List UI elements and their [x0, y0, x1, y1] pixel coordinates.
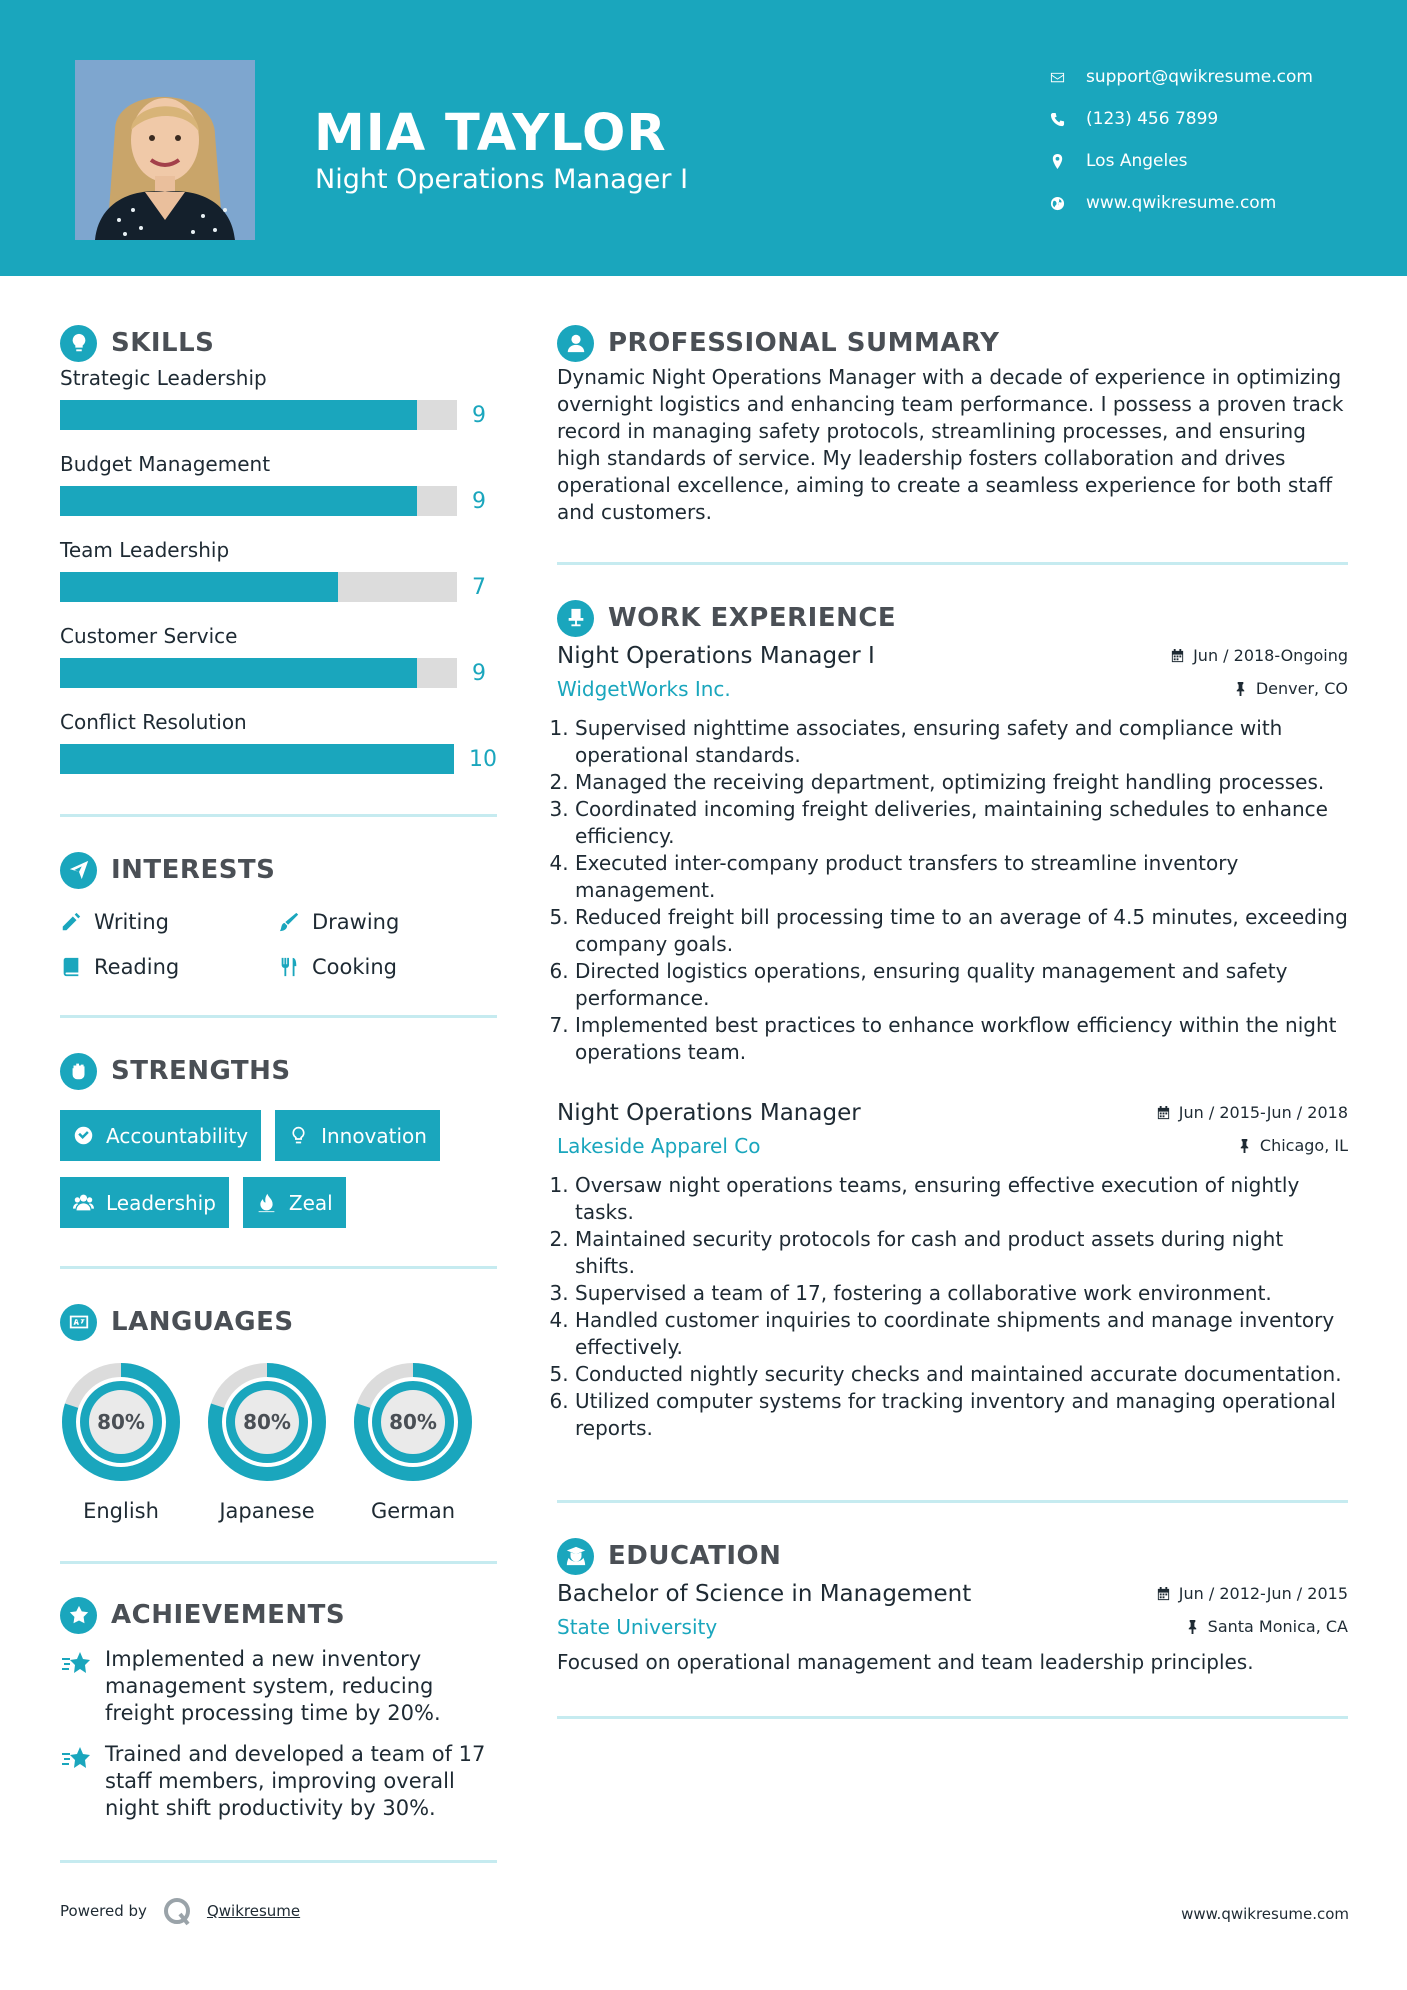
contact-website-text: www.qwikresume.com: [1086, 193, 1277, 213]
interest-item: [60, 903, 278, 940]
achievement-text: Implemented a new inventory management system, reducing freight processing time by 20%.: [105, 1647, 441, 1725]
skills-heading: [60, 318, 497, 368]
achievement-item: [60, 1741, 497, 1822]
language-percent: 80%: [243, 1410, 291, 1434]
section-divider: [60, 1266, 497, 1269]
job-dates-text: Jun / 2015-Jun / 2018: [1178, 1103, 1348, 1122]
section-divider: [557, 1500, 1348, 1503]
candidate-title: Night Operations Manager I: [315, 164, 689, 195]
user-icon: [557, 325, 594, 362]
contact-list: [1050, 56, 1390, 224]
pushpin-icon: [1233, 681, 1248, 696]
profile-photo: [75, 60, 255, 240]
job-title: Night Operations Manager: [557, 1100, 861, 1126]
skill-bar-fill: [60, 658, 417, 688]
skill-item: [60, 620, 497, 706]
skill-name: Conflict Resolution: [60, 710, 247, 734]
brush-icon: [278, 911, 300, 933]
achievements-title: ACHIEVEMENTS: [111, 1600, 346, 1630]
strength-chip: [60, 1177, 229, 1228]
skill-bar-fill: [60, 572, 338, 602]
duty-item: 4. Handled customer inquiries to coordinate shipments and manage inventory effectively.: [575, 1307, 1348, 1361]
interests-title: INTERESTS: [111, 855, 276, 885]
section-divider: [60, 1015, 497, 1018]
experience-title: WORK EXPERIENCE: [608, 603, 897, 633]
footer-powered-by: [60, 1895, 300, 1927]
language-donut: [206, 1361, 328, 1483]
strength-label: Zeal: [288, 1190, 333, 1215]
duty-item: 4. Executed inter-company product transfers to streamline inventory management.: [575, 850, 1348, 904]
section-divider: [557, 1716, 1348, 1719]
duty-item: 1. Oversaw night operations teams, ensuring effective execution of nightly tasks.: [575, 1172, 1348, 1226]
section-divider: [557, 562, 1348, 565]
skill-item: [60, 706, 497, 792]
education-section: [557, 1531, 1348, 1676]
duty-item: 2. Maintained security protocols for cash and product assets during night shifts.: [575, 1226, 1348, 1280]
contact-website[interactable]: [1050, 182, 1390, 224]
strengths-title: STRENGTHS: [111, 1056, 291, 1086]
education-dates: [1156, 1584, 1348, 1603]
language-donut: [60, 1361, 182, 1483]
pushpin-icon: [1185, 1619, 1200, 1634]
languages-title: LANGUAGES: [111, 1307, 294, 1337]
skill-bar: [60, 486, 457, 516]
achievements-heading: [60, 1590, 497, 1640]
skill-item: [60, 534, 497, 620]
skill-bar: [60, 658, 457, 688]
paper-plane-icon: [60, 852, 97, 889]
skill-level: 9: [472, 402, 486, 428]
skill-bar: [60, 400, 457, 430]
language-item: [352, 1361, 474, 1523]
job-entry: [557, 643, 1348, 1066]
skill-item: [60, 362, 497, 448]
phone-icon: [1050, 112, 1086, 127]
profile-photo-illustration: [75, 60, 255, 240]
powered-by-label: Powered by: [60, 1902, 147, 1920]
calendar-icon: [1170, 648, 1185, 663]
flame-icon: [256, 1192, 277, 1213]
section-divider: [60, 1860, 497, 1863]
skill-name: Budget Management: [60, 452, 271, 476]
language-percent: 80%: [97, 1410, 145, 1434]
duties-list: [557, 1172, 1348, 1442]
pushpin-icon: [1237, 1138, 1252, 1153]
contact-email[interactable]: [1050, 56, 1390, 98]
duty-item: 2. Managed the receiving department, optimizing freight handling processes.: [575, 769, 1348, 796]
lightbulb-icon: [60, 325, 97, 362]
skill-item: [60, 448, 497, 534]
skill-level: 10: [469, 746, 497, 772]
interest-label: Drawing: [312, 909, 400, 934]
skill-level: 9: [472, 488, 486, 514]
achievements-section: [60, 1590, 497, 1822]
job-location-text: Denver, CO: [1255, 679, 1348, 698]
language-name: Japanese: [219, 1499, 315, 1523]
duty-item: 5. Reduced freight bill processing time to an average of 4.5 minutes, exceeding company goals.: [575, 904, 1348, 958]
interest-label: Reading: [94, 954, 180, 979]
language-item: [60, 1361, 182, 1523]
candidate-name: MIA TAYLOR: [314, 104, 667, 163]
interest-item: [278, 903, 496, 940]
strength-label: Leadership: [106, 1190, 216, 1215]
office-chair-icon: [557, 600, 594, 637]
footer-url[interactable]: www.qwikresume.com: [1181, 1905, 1349, 1923]
section-divider: [60, 1561, 497, 1564]
summary-text: Dynamic Night Operations Manager with a decade of experience in optimizing overnight logistics and enhancing team performance. I possess a proven track record in managing safety protocols, streamlining processes, and ensuring high standards of service. My leadership fosters collaboration and drives operational excellence, aiming to create a seamless experience for both staff and customers.: [557, 365, 1344, 524]
star-badge-icon: [60, 1597, 97, 1634]
shooting-star-icon: [60, 1648, 92, 1680]
skill-level: 9: [472, 660, 486, 686]
check-circle-icon: [73, 1125, 94, 1146]
education-location: [1185, 1617, 1348, 1636]
summary-section: [557, 318, 1348, 526]
contact-phone[interactable]: [1050, 98, 1390, 140]
strength-label: Accountability: [106, 1123, 249, 1148]
skill-bar: [60, 572, 457, 602]
duty-item: 5. Conducted nightly security checks and maintained accurate documentation.: [575, 1361, 1348, 1388]
duty-item: 6. Directed logistics operations, ensuring quality management and safety performance.: [575, 958, 1348, 1012]
education-dates-text: Jun / 2012-Jun / 2015: [1178, 1584, 1348, 1603]
strength-chip: [60, 1110, 261, 1161]
skills-title: SKILLS: [111, 328, 215, 358]
experience-section: [557, 593, 1348, 1442]
job-entry: [557, 1100, 1348, 1442]
skill-level: 7: [472, 574, 486, 600]
duty-item: 3. Coordinated incoming freight deliveries, maintaining schedules to enhance efficiency.: [575, 796, 1348, 850]
contact-phone-text: (123) 456 7899: [1086, 109, 1219, 129]
interests-section: [60, 845, 497, 985]
calendar-icon: [1156, 1105, 1171, 1120]
language-name: English: [83, 1499, 159, 1523]
shooting-star-icon: [60, 1743, 92, 1775]
achievement-text: Trained and developed a team of 17 staff members, improving overall night shift productivity by 30%.: [105, 1742, 486, 1820]
strengths-section: [60, 1046, 497, 1228]
duty-item: 6. Utilized computer systems for tracking inventory and managing operational reports.: [575, 1388, 1348, 1442]
education-description: Focused on operational management and team leadership principles.: [557, 1650, 1254, 1674]
duties-list: [557, 715, 1348, 1066]
envelope-icon: [1050, 70, 1086, 85]
languages-section: [60, 1297, 497, 1523]
contact-location: [1050, 140, 1390, 182]
education-heading: [557, 1531, 1348, 1581]
strengths-heading: [60, 1046, 497, 1096]
achievement-item: [60, 1646, 497, 1727]
interest-label: Writing: [94, 909, 169, 934]
language-item: [206, 1361, 328, 1523]
duty-item: 1. Supervised nighttime associates, ensuring safety and compliance with operational standards.: [575, 715, 1348, 769]
section-divider: [60, 814, 497, 817]
skill-name: Team Leadership: [60, 538, 230, 562]
degree-name: Bachelor of Science in Management: [557, 1581, 972, 1607]
translate-icon: [60, 1304, 97, 1341]
interest-label: Cooking: [312, 954, 397, 979]
skill-name: Customer Service: [60, 624, 238, 648]
job-title: Night Operations Manager I: [557, 643, 875, 669]
language-percent: 80%: [389, 1410, 437, 1434]
strength-label: Innovation: [321, 1123, 427, 1148]
strength-chip: [243, 1177, 346, 1228]
calendar-icon: [1156, 1586, 1171, 1601]
job-dates-text: Jun / 2018-Ongoing: [1193, 646, 1348, 665]
job-dates: [1170, 646, 1348, 665]
company-name: WidgetWorks Inc.: [557, 677, 731, 701]
map-pin-icon: [1050, 154, 1086, 169]
qwikresume-link[interactable]: Qwikresume: [206, 1902, 301, 1920]
duty-item: 3. Supervised a team of 17, fostering a collaborative work environment.: [575, 1280, 1348, 1307]
left-column: [60, 318, 497, 1863]
education-location-text: Santa Monica, CA: [1207, 1617, 1348, 1636]
book-icon: [60, 956, 82, 978]
interests-heading: [60, 845, 497, 895]
languages-heading: [60, 1297, 497, 1347]
summary-title: PROFESSIONAL SUMMARY: [608, 328, 1000, 358]
company-name: Lakeside Apparel Co: [557, 1134, 761, 1158]
skill-bar: [60, 744, 454, 774]
job-location: [1233, 679, 1348, 698]
skill-bar-fill: [60, 400, 417, 430]
skills-section: [60, 318, 497, 792]
language-name: German: [370, 1499, 456, 1523]
resume-header: [0, 0, 1407, 276]
skill-bar-fill: [60, 744, 454, 774]
users-icon: [73, 1192, 94, 1213]
pencil-icon: [60, 911, 82, 933]
graduate-icon: [557, 1538, 594, 1575]
skill-name: Strategic Leadership: [60, 366, 267, 390]
globe-icon: [1050, 196, 1086, 211]
job-location: [1237, 1136, 1348, 1155]
contact-location-text: Los Angeles: [1086, 151, 1188, 171]
strength-chip: [275, 1110, 440, 1161]
job-dates: [1156, 1103, 1348, 1122]
education-title: EDUCATION: [608, 1541, 782, 1571]
skill-bar-fill: [60, 486, 417, 516]
school-name: State University: [557, 1615, 718, 1639]
fist-icon: [60, 1053, 97, 1090]
language-donut: [352, 1361, 474, 1483]
right-column: [557, 318, 1348, 1719]
experience-heading: [557, 593, 1348, 643]
utensils-icon: [278, 956, 300, 978]
interest-item: [278, 948, 496, 985]
interest-item: [60, 948, 278, 985]
lightbulb-icon: [288, 1125, 309, 1146]
qwikresume-logo-icon: [161, 1895, 193, 1927]
duty-item: 7. Implemented best practices to enhance workflow efficiency within the night operations team.: [575, 1012, 1348, 1066]
summary-heading: [557, 318, 1348, 368]
job-location-text: Chicago, IL: [1259, 1136, 1348, 1155]
contact-email-text: support@qwikresume.com: [1086, 67, 1313, 87]
